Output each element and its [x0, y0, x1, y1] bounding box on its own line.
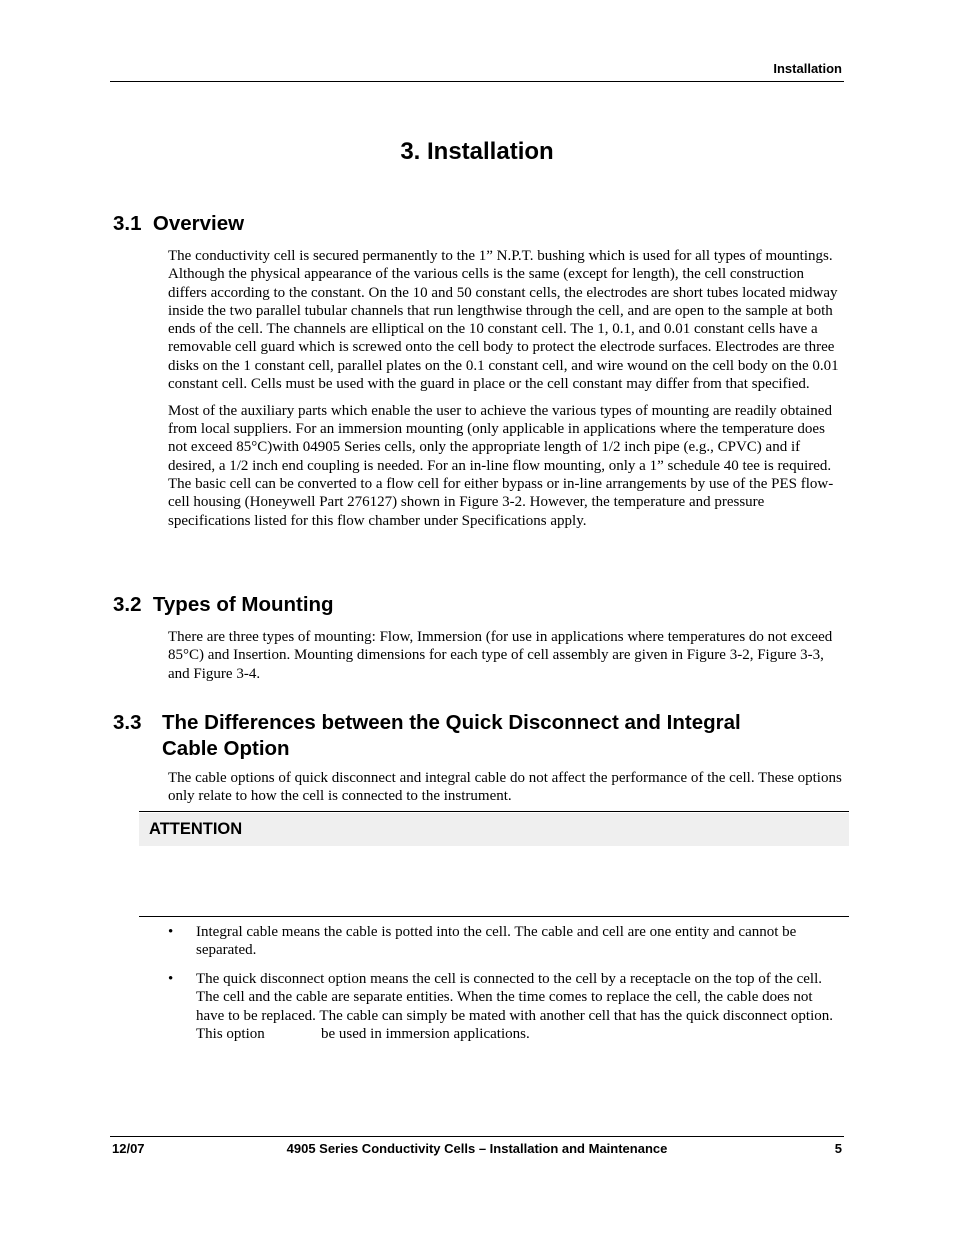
list-item [168, 970, 843, 1043]
bullet-icon: • [168, 971, 174, 988]
paragraph: There are three types of mounting: Flow, Immersion (for use in applications where temperatures do not exceed 85°C) and Insertion. Mounting dimensions for each type of cell assembly are given in Figure 3-2, Figure 3-3, and Figure 3-4. [168, 629, 833, 682]
list-item-text: The quick disconnect option means the cell is connected to the cell by a receptacle on the top of the cell. The cell and the cable are separate entities. When the time comes to replace the cell, the cable does not have to be replaced. The cable can simply be mated with another cell that has the quick disconnect option. This option be used in immersion applications. [196, 971, 834, 1042]
overview-body [168, 247, 843, 530]
paragraph: The cable options of quick disconnect and integral cable do not affect the performance of the cell. These options only relate to how the cell is connected to the instrument. [168, 770, 842, 805]
section-title: Types of Mounting [152, 593, 334, 616]
section-heading-overview [113, 212, 244, 236]
footer-document-title: 4905 Series Conductivity Cells – Installation and Maintenance [286, 1141, 668, 1156]
paragraph: Most of the auxiliary parts which enable the user to achieve the various types of mounting are readily obtained from local suppliers. For an immersion mounting (only applicable in applications where the temperature does not exceed 85°C)with 04905 Series cells, only the appropriate length of 1/2 inch pipe (e.g., CPVC) and if desired, a 1/2 inch end coupling is needed. For an in-line flow mounting, only a 1” schedule 40 tee is required. The basic cell can be converted to a flow cell for either bypass or in-line arrangements by use of the PES flow-cell housing (Honeywell Part 276127) shown in Figure 3-2. However, the temperature and pressure specifications listed for this flow chamber under Specifications apply. [168, 402, 834, 529]
list-item [168, 923, 843, 960]
header-rule [110, 81, 844, 82]
page-number: 5 [834, 1141, 842, 1156]
section-number: 3.2 [113, 593, 142, 616]
attention-box [139, 813, 849, 846]
paragraph: The conductivity cell is secured permanently to the 1” N.P.T. bushing which is used for all types of mountings. Although the physical appearance of the various cells is the same (except for length), the cell construction differs according to the constant. On the 10 and 50 constant cells, the electrodes are short tubes located midway inside the two parallel tubular channels that run lengthwise through the cell, and are open to the sample at both ends of the cell. The channels are elliptical on the 10 constant cell. The 1, 0.1, and 0.01 constant cells have a removable cell guard which is screwed onto the cell body to protect the electrode surfaces. Electrodes are three disks on the 1 constant cell, parallel plates on the 0.1 constant cell, and wire wound on the cell body on the 0.01 constant cell. Cells must be used with the guard in place or the cell constant may differ from that specified. [168, 248, 839, 393]
section-title: The Differences between the Quick Disconnect and Integral Cable Option [162, 711, 741, 760]
bullet-icon: • [168, 924, 174, 940]
attention-label: ATTENTION [149, 820, 243, 838]
types-of-mounting-body [168, 628, 843, 683]
cable-option-body [168, 769, 843, 806]
list-item-text: Integral cable means the cable is potted into the cell. The cable and cell are one entity and cannot be separated. [196, 924, 797, 959]
section-heading-types-of-mounting [113, 593, 334, 617]
attention-top-rule [139, 811, 849, 812]
section-title: Overview [152, 212, 245, 235]
footer-rule [110, 1136, 844, 1137]
bullet-list [168, 923, 843, 1054]
attention-bottom-rule [139, 916, 849, 917]
section-number: 3.1 [113, 212, 142, 235]
running-header: Installation [773, 61, 842, 76]
section-heading-cable-option [113, 710, 802, 762]
section-number: 3.3 [113, 711, 142, 734]
footer-date: 12/07 [112, 1141, 145, 1156]
chapter-title: 3. Installation [400, 138, 554, 165]
